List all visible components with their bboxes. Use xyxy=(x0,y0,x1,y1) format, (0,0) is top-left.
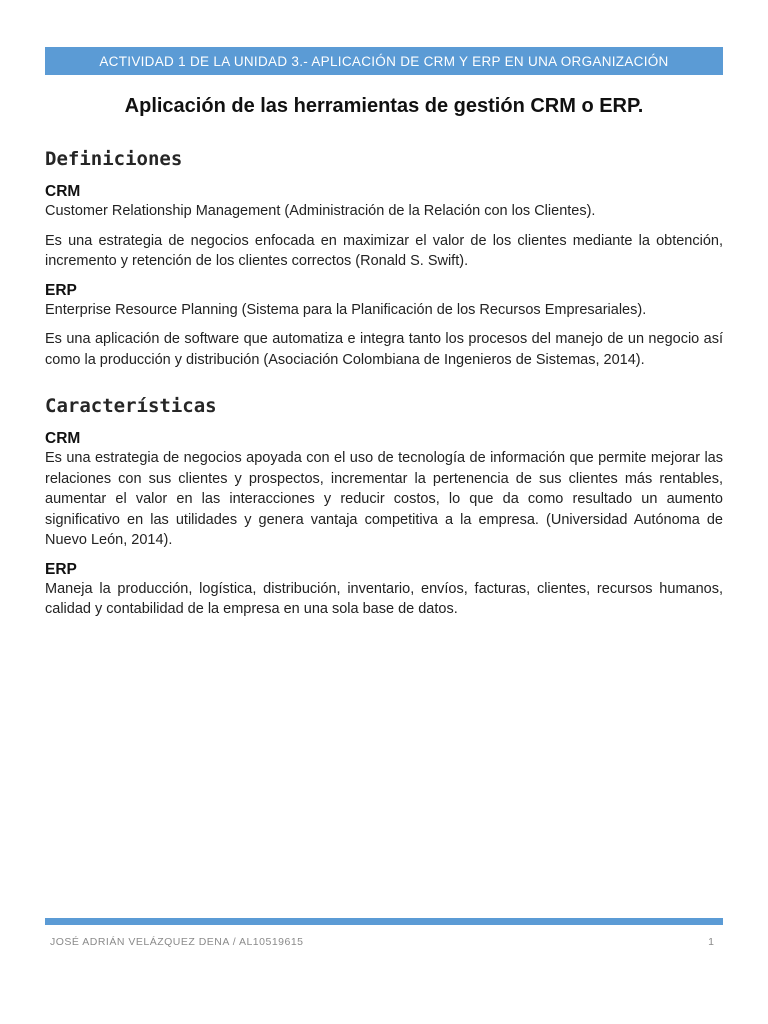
subheading-caracteristicas-crm: CRM xyxy=(45,430,81,447)
paragraph-crm-acronym: Customer Relationship Management (Administración de la Relación con los Clientes). xyxy=(45,203,596,219)
paragraph-crm-definition: Es una estrategia de negocios enfocada en maximizar el valor de los clientes mediante la obtención, incremento y retención de los clientes correctos (Ronald S. Swift). xyxy=(45,232,723,269)
header-banner-text: ACTIVIDAD 1 DE LA UNIDAD 3.- APLICACIÓN DE CRM Y ERP EN UNA ORGANIZACIÓN xyxy=(99,53,669,69)
footer-author: JOSÉ ADRIÁN VELÁZQUEZ DENA / AL10519615 xyxy=(50,936,304,948)
paragraph-crm-characteristics: Es una estrategia de negocios apoyada con el uso de tecnología de información que permite mejorar las relaciones con sus clientes y prospectos, incrementar la pertenencia de sus clientes más rentables, aumentar el valor en las interacciones y reducir costos, lo que da como resultado un aumento significativo en las utilidades y genera vantaja competitiva a la empresa. (Universidad Autónoma de Nuevo León, 2014). xyxy=(45,450,723,548)
subheading-caracteristicas-erp: ERP xyxy=(45,560,77,578)
section-spacer xyxy=(45,379,723,395)
document-body xyxy=(45,148,723,629)
paragraph-erp-definition: Es una aplicación de software que automatiza e integra tanto los procesos del manejo de un negocio así como la producción y distribución (Asociación Colombiana de Ingenieros de Sistemas, 2014). xyxy=(45,331,723,368)
section-heading-definiciones: Definiciones xyxy=(45,148,183,170)
document-title: Aplicación de las herramientas de gestión CRM o ERP. xyxy=(124,95,644,117)
section-heading-caracteristicas: Características xyxy=(45,395,217,417)
footer-rule xyxy=(45,918,723,925)
paragraph-erp-acronym: Enterprise Resource Planning (Sistema para la Planificación de los Recursos Empresariales). xyxy=(45,301,647,318)
subheading-definicion-erp: ERP xyxy=(45,281,77,299)
subheading-definicion-crm: CRM xyxy=(45,183,81,200)
paragraph-erp-characteristics: Maneja la producción, logística, distribución, inventario, envíos, facturas, clientes, recursos humanos, calidad y contabilidad de la empresa en una sola base de datos. xyxy=(45,580,723,617)
footer-page-number: 1 xyxy=(708,936,714,948)
header-banner xyxy=(45,47,723,75)
